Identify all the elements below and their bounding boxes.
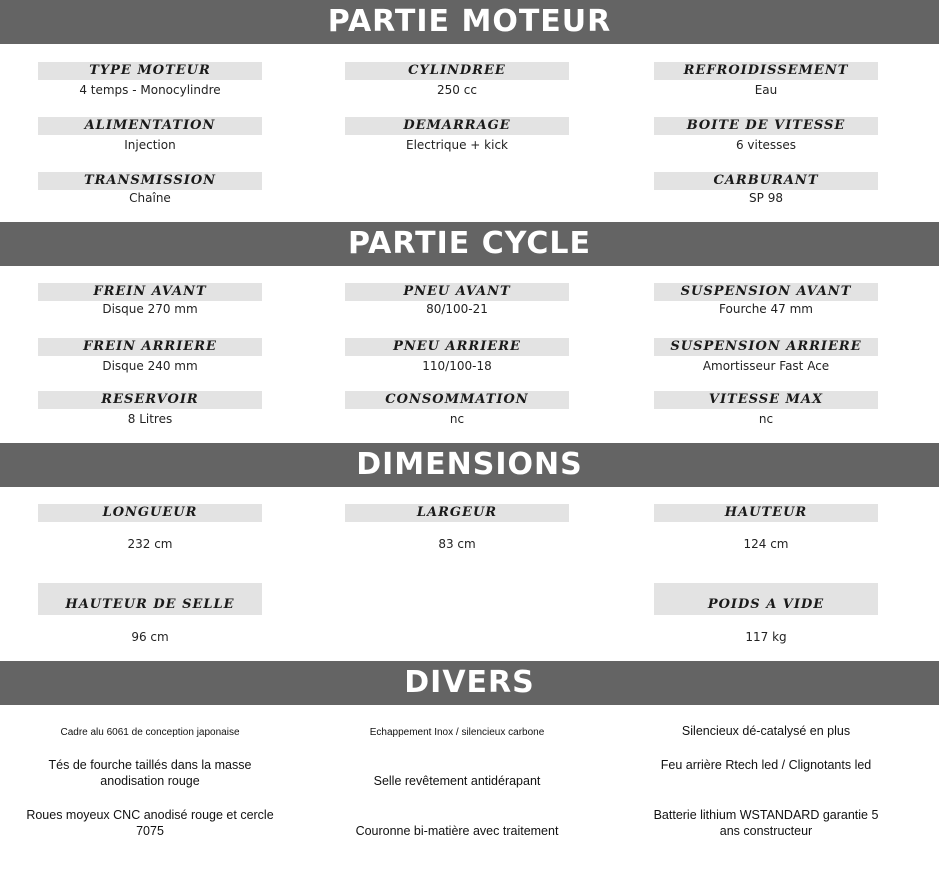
spec-value-hauteur-de-selle: 96 cm — [131, 630, 169, 644]
spec-label-largeur: LARGEUR — [345, 504, 569, 522]
spec-value-type-moteur: 4 temps - Monocylindre — [79, 83, 221, 97]
spec-value-pneu-avant: 80/100-21 — [426, 302, 488, 316]
spec-value-hauteur: 124 cm — [743, 537, 789, 551]
spec-value-transmission: Chaîne — [129, 191, 171, 205]
divers-item-echappement: Echappement Inox / silencieux carbone — [369, 727, 545, 738]
spec-label-poids-a-vide: POIDS A VIDE — [654, 583, 878, 615]
spec-label-demarrage: DEMARRAGE — [345, 117, 569, 135]
spec-value-frein-arriere: Disque 240 mm — [102, 359, 198, 373]
spec-label-suspension-avant: SUSPENSION AVANT — [654, 283, 878, 301]
spec-label-frein-avant: FREIN AVANT — [38, 283, 262, 301]
spec-value-poids-a-vide: 117 kg — [745, 630, 787, 644]
spec-label-type-moteur: TYPE MOTEUR — [38, 62, 262, 80]
divers-item-selle: Selle revêtement antidérapant — [373, 774, 541, 788]
spec-value-suspension-arriere: Amortisseur Fast Ace — [702, 359, 830, 373]
section-title-cycle: PARTIE CYCLE — [0, 222, 939, 266]
spec-value-carburant: SP 98 — [749, 191, 783, 205]
spec-value-alimentation: Injection — [124, 138, 176, 152]
divers-item-couronne: Couronne bi-matière avec traitement — [355, 824, 559, 838]
spec-label-hauteur-de-selle: HAUTEUR DE SELLE — [38, 583, 262, 615]
spec-value-pneu-arriere: 110/100-18 — [422, 359, 492, 373]
spec-label-suspension-arriere: SUSPENSION ARRIERE — [654, 338, 878, 356]
spec-label-refroidissement: REFROIDISSEMENT — [654, 62, 878, 80]
spec-value-vitesse-max: nc — [758, 412, 774, 426]
divers-item-silencieux: Silencieux dé-catalysé en plus — [681, 724, 851, 738]
spec-value-boite-de-vitesse: 6 vitesses — [735, 138, 797, 152]
spec-label-hauteur: HAUTEUR — [654, 504, 878, 522]
spec-value-largeur: 83 cm — [438, 537, 476, 551]
spec-label-alimentation: ALIMENTATION — [38, 117, 262, 135]
spec-label-vitesse-max: VITESSE MAX — [654, 391, 878, 409]
spec-value-reservoir: 8 Litres — [127, 412, 173, 426]
divers-item-cadre: Cadre alu 6061 de conception japonaise — [60, 727, 240, 738]
spec-value-refroidissement: Eau — [754, 83, 778, 97]
spec-value-longueur: 232 cm — [127, 537, 173, 551]
spec-value-frein-avant: Disque 270 mm — [102, 302, 198, 316]
spec-value-demarrage: Electrique + kick — [406, 138, 508, 152]
divers-item-feu-arriere: Feu arrière Rtech led / Clignotants led — [660, 758, 872, 772]
spec-label-cylindree: CYLINDREE — [345, 62, 569, 80]
spec-value-cylindree: 250 cc — [437, 83, 477, 97]
spec-value-suspension-avant: Fourche 47 mm — [719, 302, 813, 316]
spec-label-carburant: CARBURANT — [654, 172, 878, 190]
spec-label-boite-de-vitesse: BOITE DE VITESSE — [654, 117, 878, 135]
section-title-moteur: PARTIE MOTEUR — [0, 0, 939, 44]
section-title-divers: DIVERS — [0, 661, 939, 705]
divers-item-tes-de-fourche: Tés de fourche taillés dans la masse anodisation rouge — [48, 758, 252, 788]
spec-label-consommation: CONSOMMATION — [345, 391, 569, 409]
spec-label-reservoir: RESERVOIR — [38, 391, 262, 409]
divers-item-roues: Roues moyeux CNC anodisé rouge et cercle 7075 — [26, 808, 274, 838]
section-title-dimensions: DIMENSIONS — [0, 443, 939, 487]
spec-value-consommation: nc — [449, 412, 465, 426]
spec-label-transmission: TRANSMISSION — [38, 172, 262, 190]
spec-label-pneu-arriere: PNEU ARRIERE — [345, 338, 569, 356]
spec-label-longueur: LONGUEUR — [38, 504, 262, 522]
spec-label-frein-arriere: FREIN ARRIERE — [38, 338, 262, 356]
spec-label-pneu-avant: PNEU AVANT — [345, 283, 569, 301]
divers-item-batterie: Batterie lithium WSTANDARD garantie 5 ans constructeur — [653, 808, 879, 838]
